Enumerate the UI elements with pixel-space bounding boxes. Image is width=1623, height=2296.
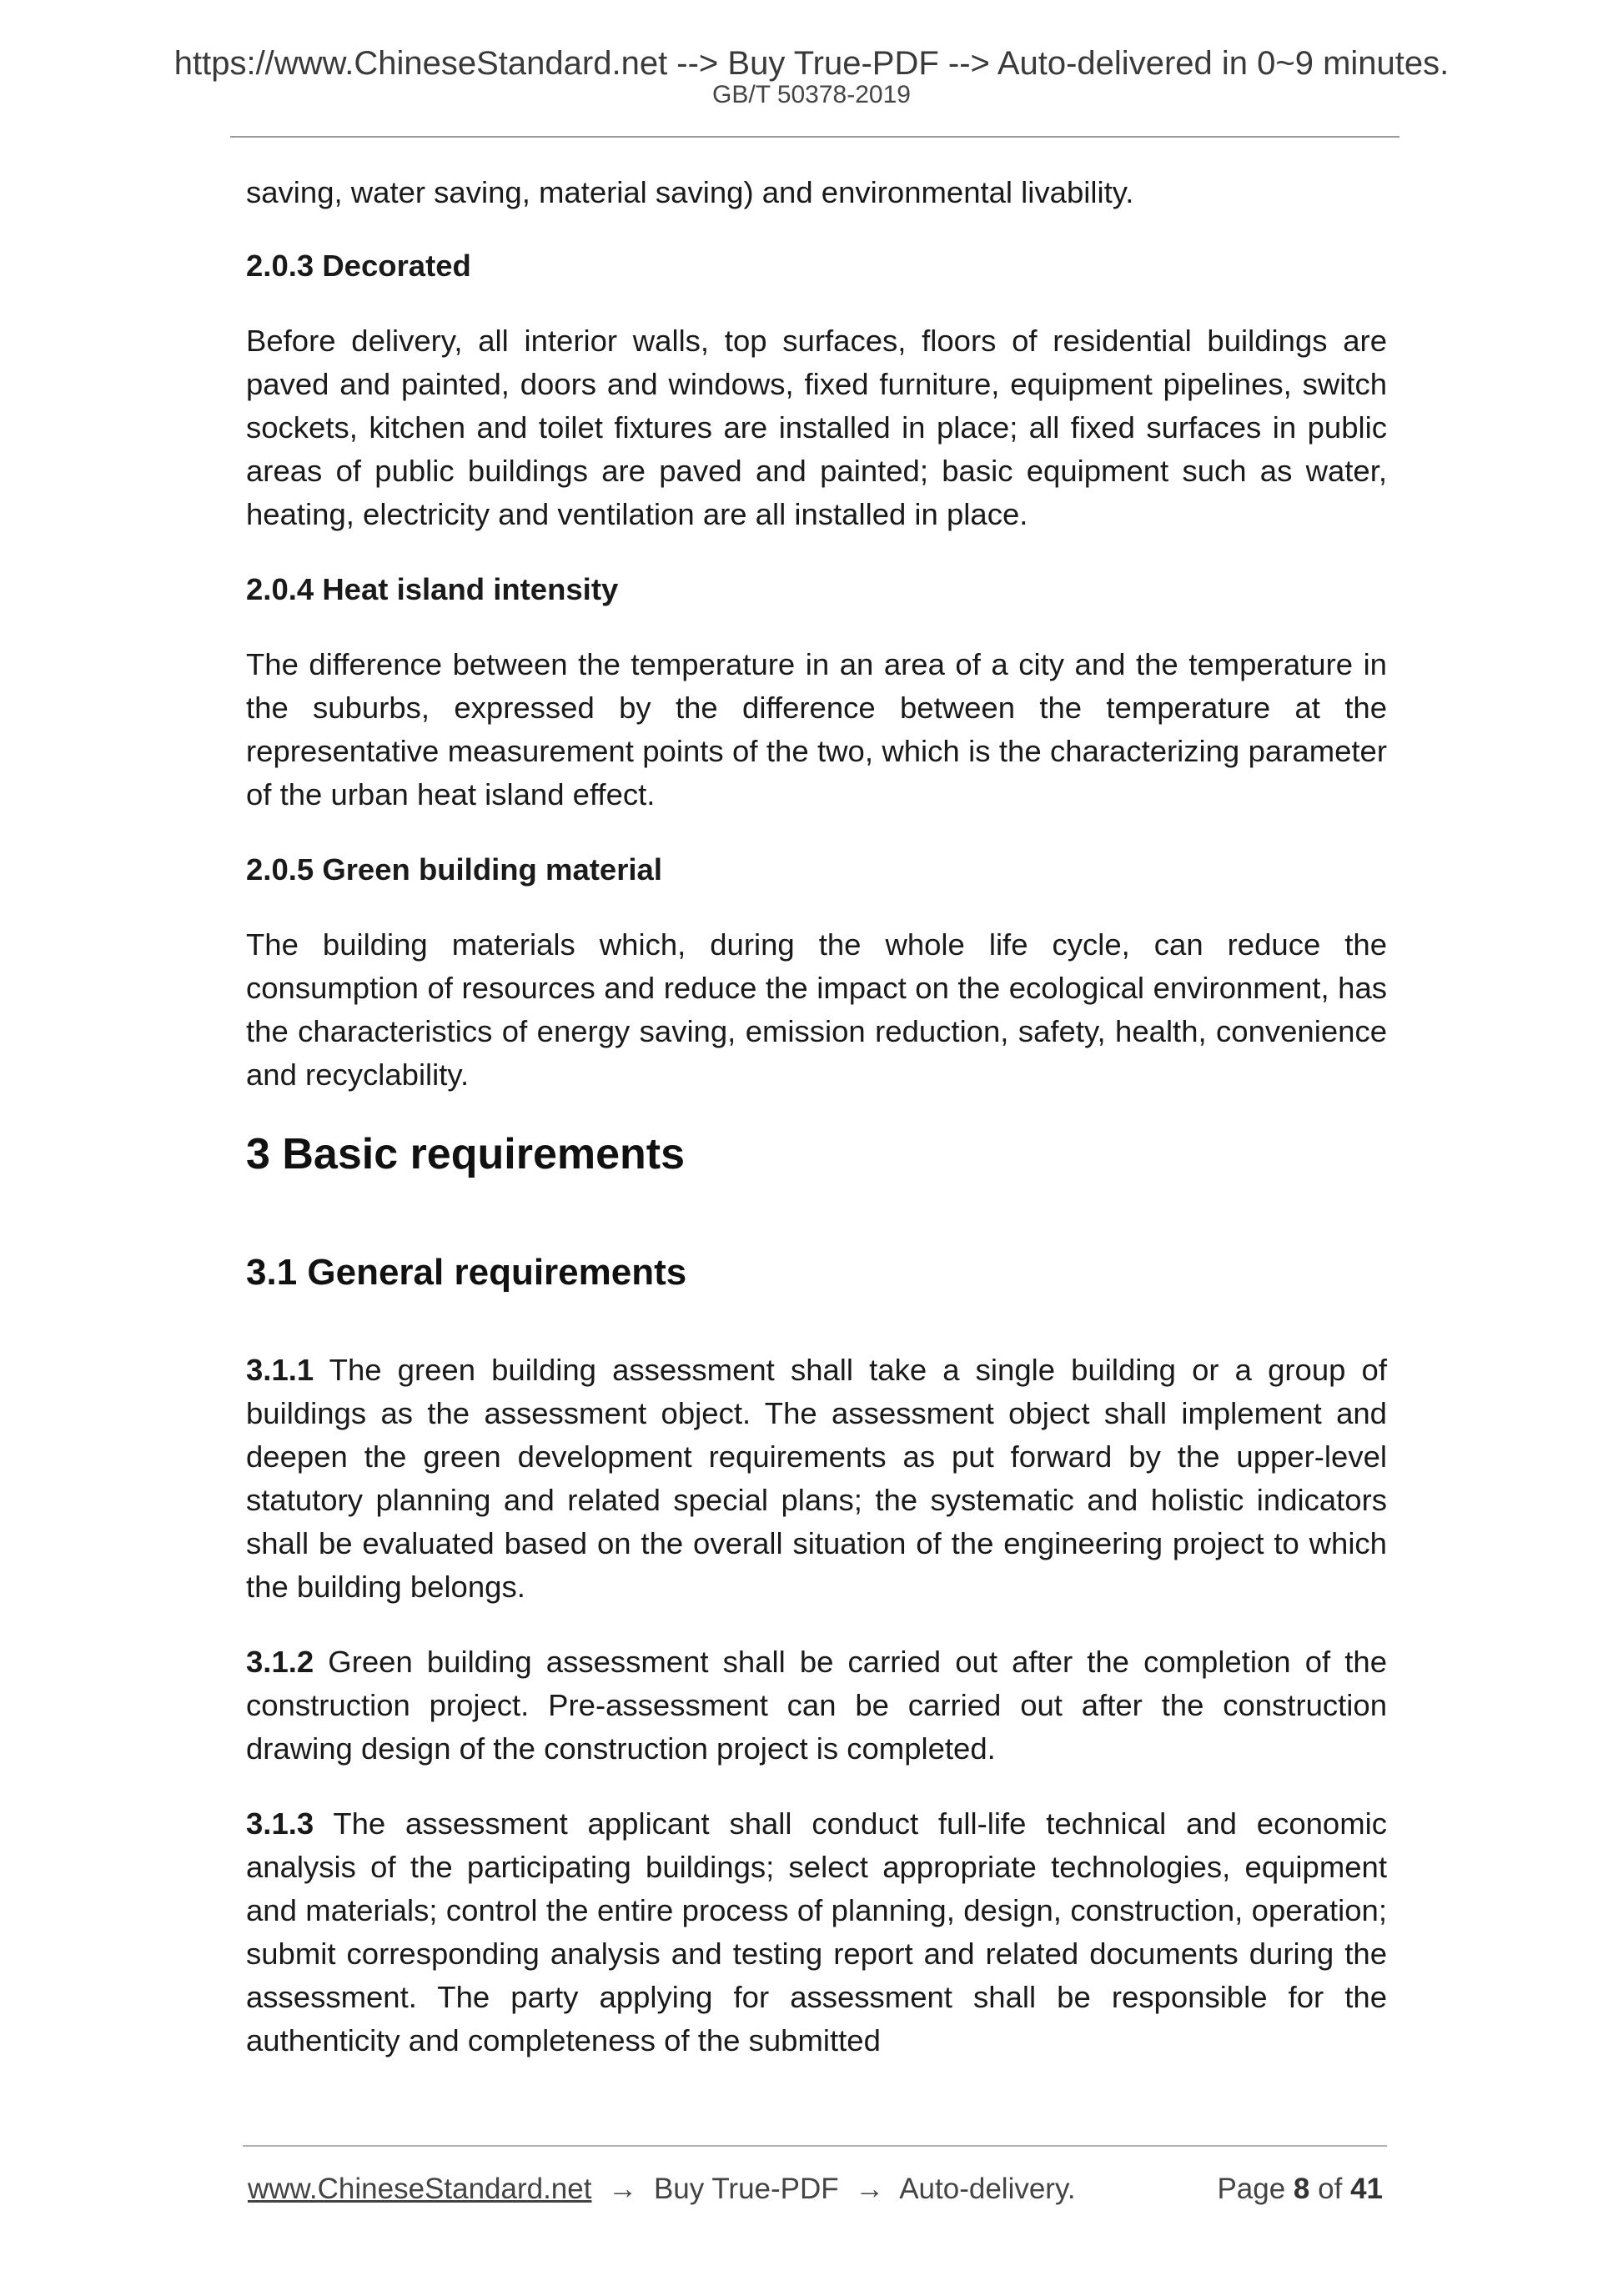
clause-3-1-2-text: Green building assessment shall be carried out after the completion of the construction project. Pre-assessment can be carried out after the construction drawing design of the construction project is completed.	[246, 1645, 1387, 1766]
clause-3-1-3	[246, 1802, 1387, 2062]
clause-3-1-2	[246, 1640, 1387, 1771]
footer-buy-text: Buy True-PDF	[653, 2173, 839, 2205]
term-2-0-5-text: The building materials which, during the whole life cycle, can reduce the consumption of resources and reduce the impact on the ecological environment, has the characteristics of energy saving, emission reduction, safety, health, convenience and recyclability.	[246, 927, 1387, 1092]
page-total: 41	[1350, 2173, 1383, 2205]
page-label: Page	[1217, 2173, 1286, 2205]
term-2-0-5-title: 2.0.5 Green building material	[246, 852, 662, 887]
header-divider	[230, 136, 1399, 138]
footer-promo	[248, 2171, 1076, 2208]
footer-delivery-text: Auto-delivery.	[899, 2173, 1076, 2205]
term-2-0-4-title: 2.0.4 Heat island intensity	[246, 572, 619, 606]
page-current: 8	[1293, 2173, 1310, 2205]
clause-3-1-1-text: The green building assessment shall take a single building or a group of buildings as the assessment object. The assessment object shall implement and deepen the green development requirements as put forward by the upper-level statutory planning and related special plans; the systematic and holistic indicators shall be evaluated based on the overall situation of the engineering project to which the building belongs.	[246, 1353, 1387, 1604]
arrow-right-icon: →	[608, 2173, 638, 2205]
term-2-0-3-text: Before delivery, all interior walls, top surfaces, floors of residential buildings are paved and painted, doors and windows, fixed furniture, equipment pipelines, switch sockets, kitchen and toilet fixtures are installed in place; all fixed surfaces in public areas of public buildings are paved and painted; basic equipment such as water, heating, electricity and ventilation are all installed in place.	[246, 324, 1387, 531]
term-2-0-4-text: The difference between the temperature in an area of a city and the temperature in the suburbs, expressed by the difference between the temperature at the representative measurement points of the two, which is the characterizing parameter of the urban heat island effect.	[246, 647, 1387, 811]
section-3-1-title: 3.1 General requirements	[246, 1252, 687, 1293]
page-indicator	[1217, 2171, 1383, 2208]
footer-divider	[243, 2145, 1387, 2147]
of-label: of	[1318, 2173, 1343, 2205]
clause-3-1-1-number: 3.1.1	[246, 1353, 314, 1387]
chapter-3-title: 3 Basic requirements	[246, 1130, 686, 1178]
standard-code: GB/T 50378-2019	[712, 81, 911, 108]
clause-3-1-3-text: The assessment applicant shall conduct full-life technical and economic analysis of the participating buildings; select appropriate technologies, equipment and materials; control the entire process of planning, design, construction, operation; submit corresponding analysis and testing report and related documents during the assessment. The party applying for assessment shall be responsible for the authenticity and completeness of the submitted	[246, 1806, 1387, 2057]
arrow-right-icon: →	[855, 2173, 885, 2205]
term-2-0-3-title: 2.0.3 Decorated	[246, 249, 471, 283]
page-content	[246, 171, 1387, 2094]
clause-3-1-3-number: 3.1.3	[246, 1806, 314, 1841]
top-banner[interactable]: https://www.ChineseStandard.net --> Buy True-PDF --> Auto-delivered in 0~9 minutes.	[173, 45, 1450, 82]
intro-paragraph: saving, water saving, material saving) and environmental livability.	[246, 175, 1134, 209]
footer-site-link[interactable]: www.ChineseStandard.net	[248, 2173, 592, 2205]
clause-3-1-2-number: 3.1.2	[246, 1645, 314, 1679]
clause-3-1-1	[246, 1349, 1387, 1609]
